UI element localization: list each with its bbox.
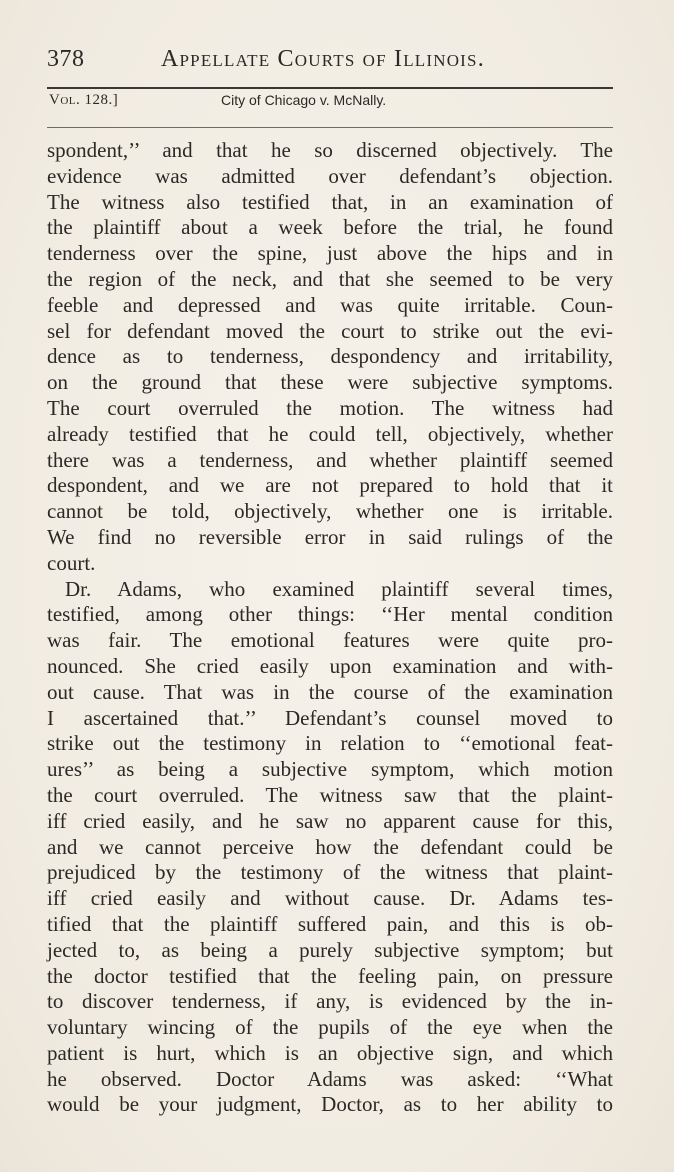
text-line: testified, among other things: ‘‘Her mental condition: [47, 602, 613, 627]
text-line: strike out the testimony in relation to ‘‘emotional feat-: [47, 731, 613, 756]
text-line: sel for defendant moved the court to strike out the evi-: [47, 318, 613, 343]
text-line: spondent,’’ and that he so discerned objectively. The: [47, 138, 613, 162]
text-line: out cause. That was in the course of the examination: [47, 679, 613, 704]
text-line: The witness also testified that, in an examination of: [47, 189, 613, 214]
running-title: Appellate Courts of Illinois.: [161, 46, 485, 72]
text-line: to discover tenderness, if any, is evidenced by the in-: [47, 989, 613, 1014]
text-line: cannot be told, objectively, whether one is irritable.: [47, 499, 613, 524]
text-rule: [47, 127, 613, 128]
text-line: patient is hurt, which is an objective sign, and which: [47, 1040, 613, 1065]
text-line: the doctor testified that the feeling pain, on pressure: [47, 963, 613, 988]
text-line: We find no reversible error in said rulings of the: [47, 524, 613, 549]
volume-label: Vol. 128.]: [49, 92, 119, 108]
text-line: ures’’ as being a subjective symptom, which motion: [47, 757, 613, 782]
page-number: 378: [47, 46, 85, 72]
text-line: iff cried easily, and he saw no apparent cause for this,: [47, 808, 613, 833]
case-line: [49, 92, 615, 114]
text-line: despondent, and we are not prepared to hold that it: [47, 473, 613, 498]
text-line: Dr. Adams, who examined plaintiff several times,: [65, 576, 613, 601]
text-line: tenderness over the spine, just above the hips and in: [47, 241, 613, 266]
text-line: court.: [47, 550, 96, 575]
text-line: there was a tenderness, and whether plaintiff seemed: [47, 447, 613, 472]
body-text: [47, 138, 613, 1118]
text-line: on the ground that these were subjective symptoms.: [47, 370, 613, 395]
text-line: nounced. She cried easily upon examination and with-: [47, 653, 613, 678]
text-line: voluntary wincing of the pupils of the eye when the: [47, 1015, 613, 1040]
text-line: was fair. The emotional features were quite pro-: [47, 628, 613, 653]
text-line: and we cannot perceive how the defendant could be: [47, 834, 613, 859]
text-line: feeble and depressed and was quite irritable. Coun-: [47, 292, 613, 317]
header-rule: [47, 87, 613, 89]
text-line: the region of the neck, and that she seemed to be very: [47, 266, 613, 291]
text-line: iff cried easily and without cause. Dr. Adams tes-: [47, 886, 613, 911]
text-line: prejudiced by the testimony of the witness that plaint-: [47, 860, 613, 885]
text-line: evidence was admitted over defendant’s objection.: [47, 163, 613, 188]
text-line: already testified that he could tell, objectively, whether: [47, 421, 613, 446]
text-line: I ascertained that.’’ Defendant’s counsel moved to: [47, 705, 613, 730]
text-line: would be your judgment, Doctor, as to her ability to: [47, 1092, 613, 1117]
text-line: the plaintiff about a week before the trial, he found: [47, 215, 613, 240]
case-title: City of Chicago v. McNally.: [221, 92, 387, 108]
text-line: tified that the plaintiff suffered pain, and this is ob-: [47, 911, 613, 936]
text-line: The court overruled the motion. The witness had: [47, 395, 613, 420]
text-line: the court overruled. The witness saw that the plaint-: [47, 782, 613, 807]
text-line: jected to, as being a purely subjective symptom; but: [47, 937, 613, 962]
text-line: he observed. Doctor Adams was asked: ‘‘What: [47, 1066, 613, 1091]
running-head: [47, 46, 627, 82]
text-line: dence as to tenderness, despondency and irritability,: [47, 344, 613, 369]
